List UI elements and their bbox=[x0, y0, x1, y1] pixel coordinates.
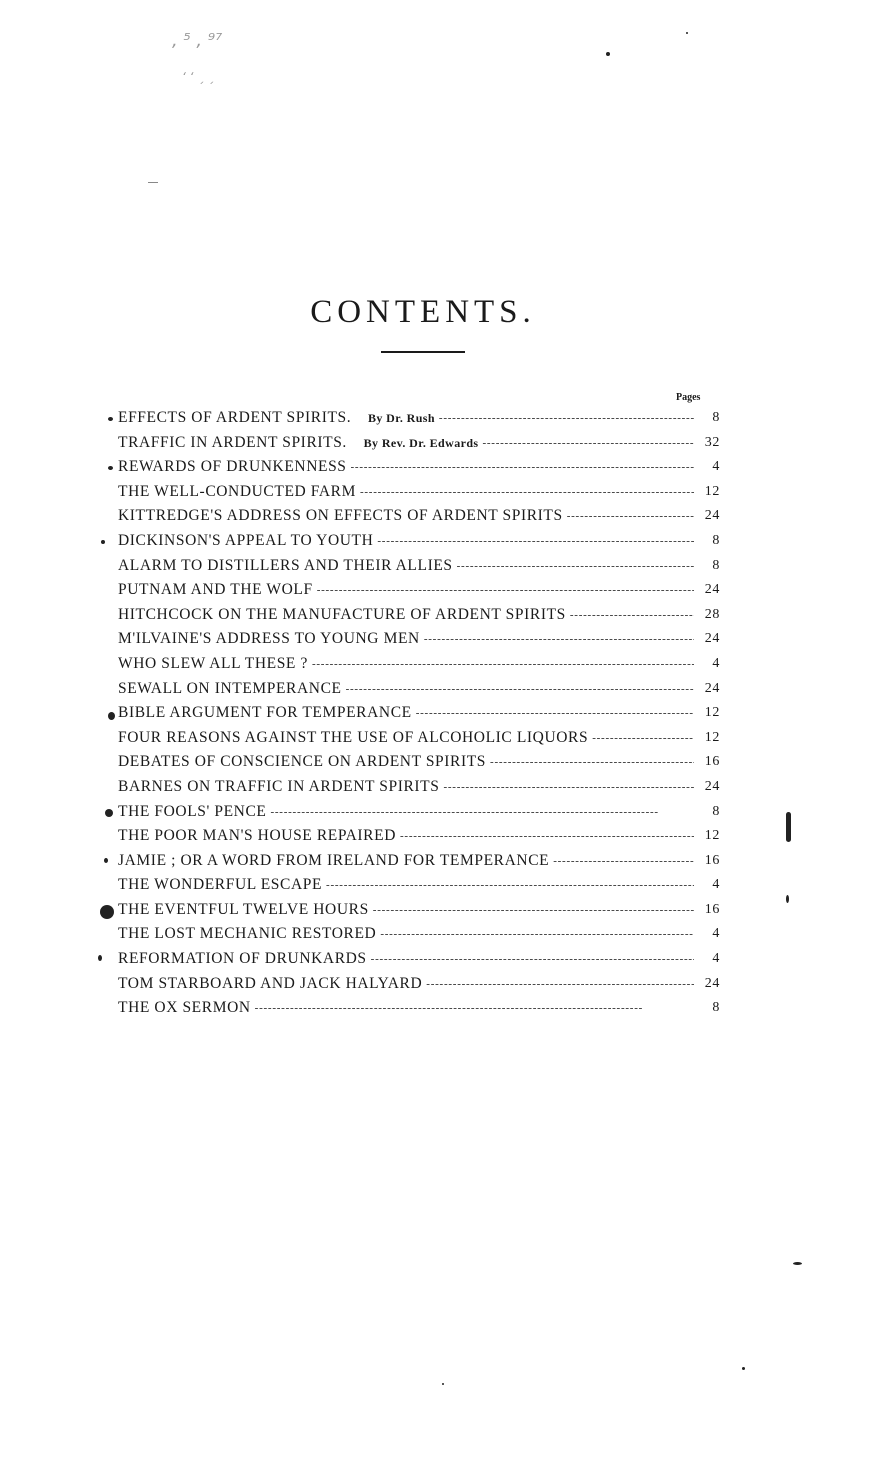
dot-leader bbox=[312, 654, 694, 674]
toc-entry-page-number: 16 bbox=[704, 852, 720, 868]
dot-leader bbox=[426, 974, 694, 994]
toc-entry-title-text: THE OX SERMON bbox=[118, 999, 251, 1017]
toc-entry-page-number: 24 bbox=[704, 508, 720, 524]
toc-entry-title-text: BARNES ON TRAFFIC IN ARDENT SPIRITS bbox=[118, 777, 440, 795]
toc-entry bbox=[118, 900, 720, 925]
toc-entry bbox=[118, 679, 720, 704]
pages-column-heading: Pages bbox=[676, 392, 701, 403]
pencil-marks: ʻ ʻ ˏ ˏ bbox=[182, 70, 214, 84]
toc-entry bbox=[118, 580, 720, 605]
toc-entry-title bbox=[118, 875, 322, 895]
dot-leader bbox=[400, 826, 694, 846]
dot-leader bbox=[592, 728, 694, 748]
toc-entry bbox=[118, 506, 720, 531]
toc-entry-page-number: 4 bbox=[712, 951, 720, 967]
ink-speck bbox=[686, 32, 688, 34]
toc-entry-title-text: FOUR REASONS AGAINST THE USE OF ALCOHOLIC LIQUORS bbox=[118, 728, 589, 746]
ink-speck bbox=[98, 955, 102, 961]
toc-entry-title bbox=[118, 900, 369, 920]
dot-leader bbox=[270, 802, 694, 822]
toc-entry-title bbox=[118, 924, 376, 944]
toc-entry-title bbox=[118, 802, 266, 822]
toc-entry bbox=[118, 457, 720, 482]
ink-speck bbox=[108, 712, 115, 720]
dot-leader bbox=[443, 777, 694, 797]
toc-entry bbox=[118, 629, 720, 654]
toc-entry-title-text: PUTNAM AND THE WOLF bbox=[118, 581, 313, 599]
toc-entry-title-text: THE LOST MECHANIC RESTORED bbox=[118, 925, 377, 943]
toc-entry-page-number: 4 bbox=[712, 459, 720, 475]
dot-leader bbox=[567, 506, 694, 526]
toc-entry-title-text: JAMIE ; OR A WORD FROM IRELAND FOR TEMPERANCE bbox=[118, 851, 550, 869]
toc-entry bbox=[118, 752, 720, 777]
toc-entry bbox=[118, 924, 720, 949]
toc-entry-title bbox=[118, 433, 478, 453]
pencil-marks: , ⁵ , ⁹⁷ bbox=[172, 30, 223, 51]
toc-entry-title-text: THE FOOLS' PENCE bbox=[118, 802, 267, 820]
dot-leader bbox=[360, 482, 694, 502]
toc-entry-title-text: DICKINSON'S APPEAL TO YOUTH bbox=[118, 531, 374, 549]
toc-entry-page-number: 8 bbox=[712, 532, 720, 548]
dot-leader bbox=[490, 752, 694, 772]
ink-speck bbox=[793, 1262, 802, 1265]
toc-entry-page-number: 16 bbox=[704, 901, 720, 917]
ink-speck bbox=[105, 809, 113, 817]
dot-leader bbox=[373, 900, 694, 920]
dot-leader bbox=[255, 998, 694, 1018]
dot-leader bbox=[326, 875, 694, 895]
toc-entry-title-text: TOM STARBOARD AND JACK HALYARD bbox=[118, 974, 423, 992]
table-of-contents bbox=[118, 408, 720, 1023]
toc-entry-page-number: 24 bbox=[704, 680, 720, 696]
toc-entry bbox=[118, 482, 720, 507]
toc-entry bbox=[118, 875, 720, 900]
toc-entry-title-text: M'ILVAINE'S ADDRESS TO YOUNG MEN bbox=[118, 630, 420, 648]
toc-entry-title bbox=[118, 679, 342, 699]
toc-entry-title bbox=[118, 752, 486, 772]
ink-speck bbox=[108, 466, 113, 470]
toc-entry-page-number: 4 bbox=[712, 877, 720, 893]
dot-leader bbox=[371, 949, 694, 969]
toc-entry-title bbox=[118, 408, 435, 428]
toc-entry-title-text: BIBLE ARGUMENT FOR TEMPERANCE bbox=[118, 704, 412, 722]
toc-entry-title-text: EFFECTS OF ARDENT SPIRITS. bbox=[118, 409, 352, 426]
toc-entry-title bbox=[118, 974, 422, 994]
toc-entry bbox=[118, 531, 720, 556]
dot-leader bbox=[553, 851, 694, 871]
toc-entry-page-number: 12 bbox=[704, 729, 720, 745]
ink-speck bbox=[148, 182, 158, 183]
toc-entry-page-number: 24 bbox=[704, 582, 720, 598]
dot-leader bbox=[570, 605, 694, 625]
toc-entry bbox=[118, 433, 720, 458]
dot-leader bbox=[439, 408, 694, 428]
dot-leader bbox=[482, 433, 694, 453]
dot-leader bbox=[346, 679, 694, 699]
toc-entry-page-number: 4 bbox=[712, 655, 720, 671]
toc-entry-page-number: 16 bbox=[704, 754, 720, 770]
toc-entry-title-text: THE WELL-CONDUCTED FARM bbox=[118, 482, 356, 500]
toc-entry-title bbox=[118, 457, 347, 477]
toc-entry-page-number: 4 bbox=[712, 926, 720, 942]
toc-entry bbox=[118, 654, 720, 679]
toc-entry-page-number: 8 bbox=[712, 557, 720, 573]
toc-entry-page-number: 28 bbox=[704, 606, 720, 622]
toc-entry bbox=[118, 777, 720, 802]
toc-entry-title bbox=[118, 851, 549, 871]
toc-entry-title bbox=[118, 531, 373, 551]
toc-entry-title bbox=[118, 506, 563, 526]
toc-entry-title-text: REFORMATION OF DRUNKARDS bbox=[118, 950, 367, 968]
toc-entry bbox=[118, 826, 720, 851]
dot-leader bbox=[380, 924, 694, 944]
toc-entry-title bbox=[118, 949, 367, 969]
toc-entry-page-number: 24 bbox=[704, 631, 720, 647]
toc-entry bbox=[118, 728, 720, 753]
toc-entry-page-number: 8 bbox=[712, 803, 720, 819]
toc-entry bbox=[118, 974, 720, 999]
toc-entry-title-text: THE WONDERFUL ESCAPE bbox=[118, 876, 323, 894]
toc-entry-page-number: 8 bbox=[712, 410, 720, 425]
toc-entry-byline: By Dr. Rush bbox=[367, 411, 435, 425]
dot-leader bbox=[377, 531, 694, 551]
toc-entry-page-number: 8 bbox=[712, 1000, 720, 1016]
toc-entry-title-text: REWARDS OF DRUNKENNESS bbox=[118, 458, 347, 476]
ink-speck bbox=[104, 858, 108, 863]
ink-speck bbox=[100, 905, 114, 919]
toc-entry bbox=[118, 998, 720, 1023]
dot-leader bbox=[457, 556, 694, 576]
toc-entry-page-number: 32 bbox=[704, 434, 720, 450]
page-title: CONTENTS. bbox=[310, 294, 536, 331]
toc-entry-title bbox=[118, 728, 588, 748]
toc-entry-page-number: 12 bbox=[704, 483, 720, 499]
ink-speck bbox=[442, 1383, 444, 1385]
toc-entry bbox=[118, 949, 720, 974]
toc-entry-title bbox=[118, 777, 439, 797]
toc-entry-title bbox=[118, 605, 566, 625]
toc-entry bbox=[118, 851, 720, 876]
toc-entry bbox=[118, 556, 720, 581]
toc-entry-page-number: 24 bbox=[704, 975, 720, 991]
toc-entry bbox=[118, 802, 720, 827]
toc-entry-title bbox=[118, 482, 356, 502]
toc-entry-title bbox=[118, 629, 420, 649]
ink-speck bbox=[786, 895, 789, 903]
dot-leader bbox=[416, 703, 694, 723]
dot-leader bbox=[351, 457, 694, 477]
toc-entry-title-text: TRAFFIC IN ARDENT SPIRITS. bbox=[118, 433, 347, 451]
toc-entry-title-text: SEWALL ON INTEMPERANCE bbox=[118, 679, 342, 697]
toc-entry bbox=[118, 605, 720, 630]
dot-leader bbox=[317, 580, 694, 600]
toc-entry-title-text: WHO SLEW ALL THESE ? bbox=[118, 654, 308, 672]
toc-entry-title bbox=[118, 826, 396, 846]
toc-entry-title bbox=[118, 998, 251, 1018]
toc-entry-page-number: 12 bbox=[704, 828, 720, 844]
dot-leader bbox=[424, 629, 694, 649]
toc-entry-title bbox=[118, 580, 313, 600]
toc-entry-title bbox=[118, 556, 453, 576]
toc-entry bbox=[118, 408, 720, 433]
toc-entry-title-text: KITTREDGE'S ADDRESS ON EFFECTS OF ARDENT SPIRITS bbox=[118, 507, 563, 525]
ink-speck bbox=[101, 540, 105, 544]
title-rule bbox=[381, 351, 465, 353]
toc-entry-title-text: HITCHCOCK ON THE MANUFACTURE OF ARDENT SPIRITS bbox=[118, 605, 566, 623]
toc-entry bbox=[118, 703, 720, 728]
toc-entry-title-text: THE POOR MAN'S HOUSE REPAIRED bbox=[118, 827, 396, 845]
toc-entry-title-text: THE EVENTFUL TWELVE HOURS bbox=[118, 900, 369, 918]
toc-entry-title-text: DEBATES OF CONSCIENCE ON ARDENT SPIRITS bbox=[118, 753, 487, 771]
toc-entry-page-number: 12 bbox=[704, 705, 720, 721]
ink-speck bbox=[108, 417, 113, 421]
ink-speck bbox=[742, 1367, 745, 1370]
ink-speck bbox=[786, 812, 791, 842]
toc-entry-title bbox=[118, 703, 412, 723]
toc-entry-title bbox=[118, 654, 308, 674]
ink-speck bbox=[606, 52, 610, 56]
toc-entry-title-text: ALARM TO DISTILLERS AND THEIR ALLIES bbox=[118, 556, 453, 574]
toc-entry-page-number: 24 bbox=[704, 778, 720, 794]
toc-entry-byline: By Rev. Dr. Edwards bbox=[363, 435, 479, 450]
